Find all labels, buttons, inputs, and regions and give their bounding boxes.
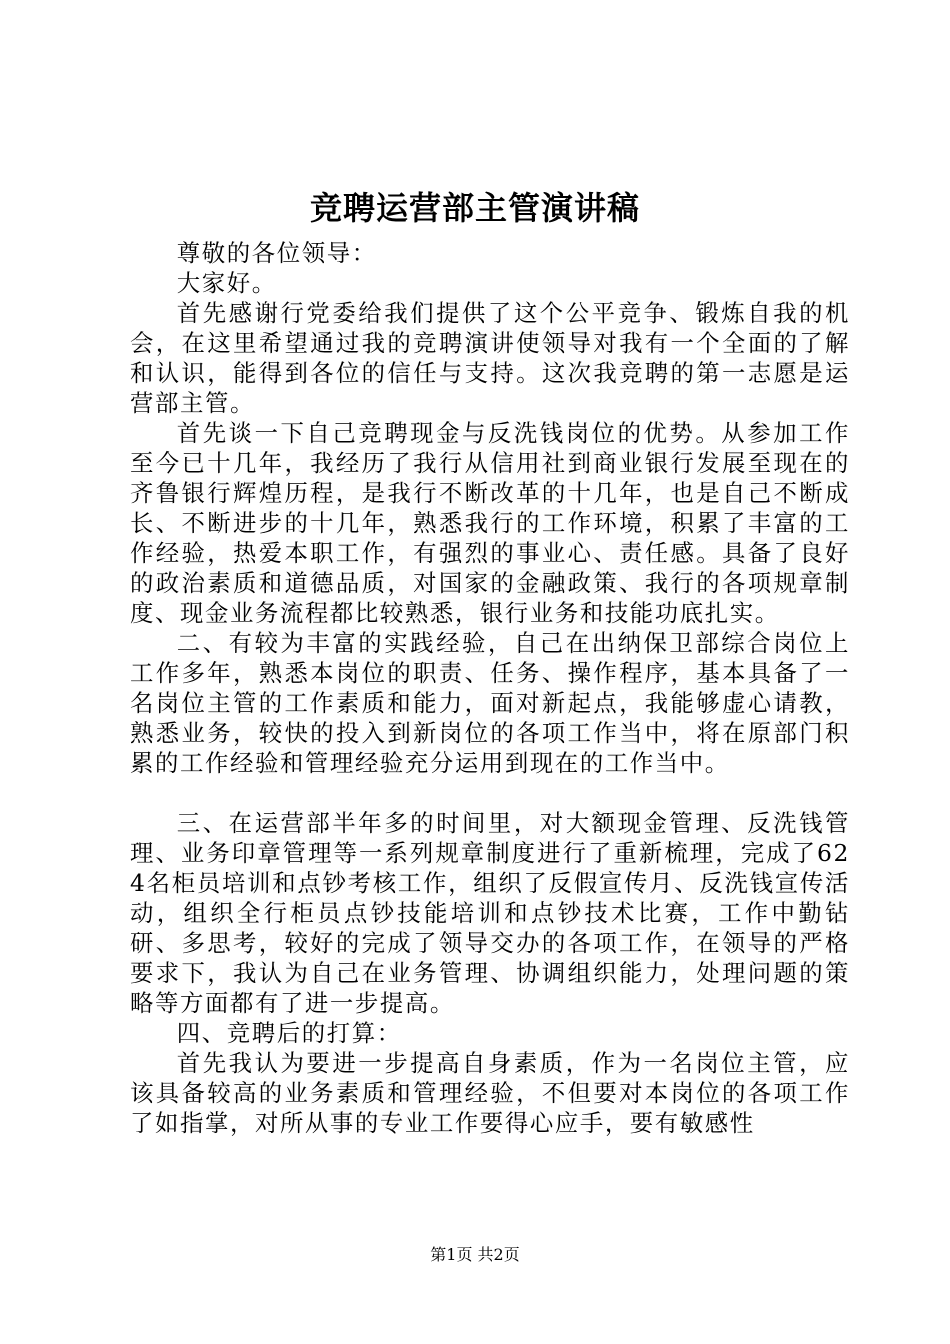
paragraph-plan: 首先我认为要进一步提高自身素质，作为一名岗位主管，应该具备较高的业务素质和管理经验，不但要对本岗位的各项工作了如指掌，对所从事的专业工作要得心应手，要有敏感性 — [130, 1049, 850, 1137]
paragraph-point-three: 三、在运营部半年多的时间里，对大额现金管理、反洗钱管理、业务印章管理等一系列规章制度进行了重新梳理，完成了624名柜员培训和点钞考核工作，组织了反假宣传月、反洗钱宣传活动，组织全行柜员点钞技能培训和点钞技术比赛，工作中勤钻研、多思考，较好的完成了领导交办的各项工作，在领导的严格要求下，我认为自己在业务管理、协调组织能力，处理问题的策略等方面都有了进一步提高。 — [130, 809, 850, 1017]
paragraph-intro: 首先感谢行党委给我们提供了这个公平竞争、锻炼自我的机会，在这里希望通过我的竞聘演讲使领导对我有一个全面的了解和认识，能得到各位的信任与支持。这次我竞聘的第一志愿是运营部主管。 — [130, 299, 850, 417]
document-body — [130, 238, 850, 1138]
paragraph-point-four-heading: 四、竞聘后的打算： — [176, 1019, 402, 1047]
greeting: 大家好。 — [176, 269, 277, 297]
salutation: 尊敬的各位领导： — [176, 239, 377, 267]
paragraph-advantages: 首先谈一下自己竞聘现金与反洗钱岗位的优势。从参加工作至今已十几年，我经历了我行从信用社到商业银行发展至现在的齐鲁银行辉煌历程，是我行不断改革的十几年，也是自己不断成长、不断进步的十几年，熟悉我行的工作环境，积累了丰富的工作经验，热爱本职工作，有强烈的事业心、责任感。具备了良好的政治素质和道德品质，对国家的金融政策、我行的各项规章制度、现金业务流程都比较熟悉，银行业务和技能功底扎实。 — [130, 419, 850, 627]
paragraph-point-two: 二、有较为丰富的实践经验，自己在出纳保卫部综合岗位上工作多年，熟悉本岗位的职责、任务、操作程序，基本具备了一名岗位主管的工作素质和能力，面对新起点，我能够虚心请教，熟悉业务，较快的投入到新岗位的各项工作当中，将在原部门积累的工作经验和管理经验充分运用到现在的工作当中。 — [130, 629, 850, 777]
document-title: 竞聘运营部主管演讲稿 — [309, 189, 640, 227]
blank-line — [130, 778, 850, 808]
page-number-footer: 第1页 共2页 — [430, 1245, 520, 1264]
